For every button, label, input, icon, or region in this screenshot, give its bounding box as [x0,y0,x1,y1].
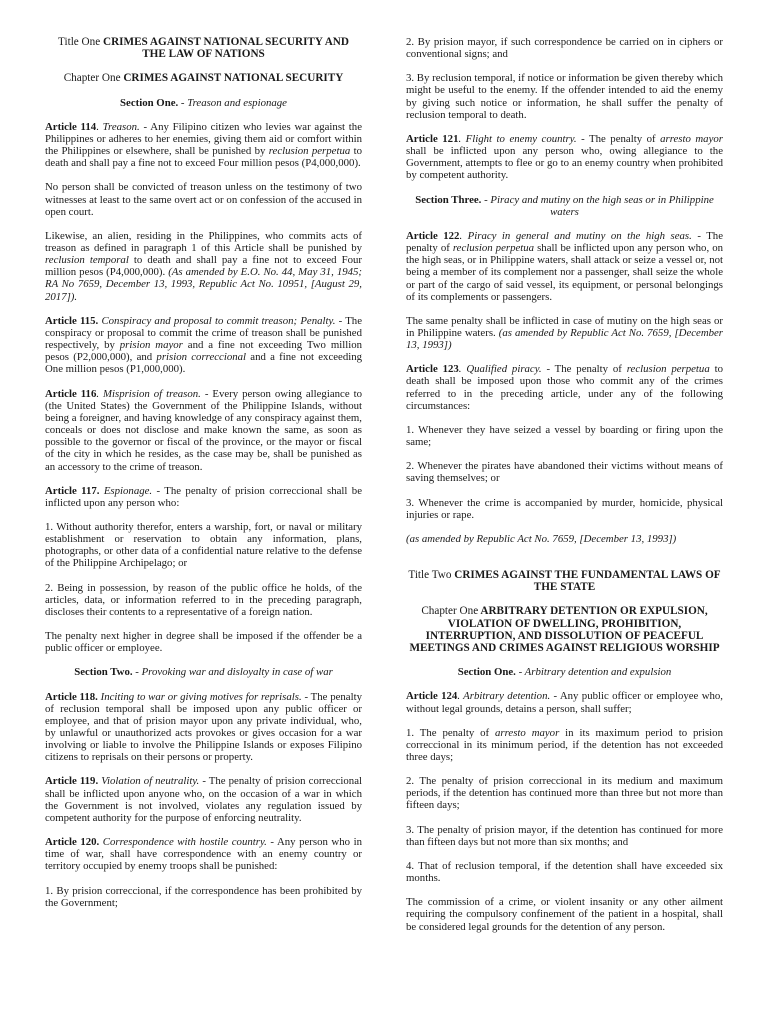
article-124-item-1: 1. The penalty of arresto mayor in its maximum period to prision correccional in its minimum period, if the detention has not exceeded three days; [406,726,723,763]
article-124-paragraph-5: The commission of a crime, or violent insanity or any other ailment requiring the compulsory confinement of the patient in a hospital, shall be considered legal grounds for the detention of any person. [406,896,723,933]
title-two-heading: Title Two CRIMES AGAINST THE FUNDAMENTAL LAWS OF THE STATE [408,569,721,594]
article-114: Article 114. Treason. - Any Filipino citizen who levies war against the Philippines or adheres to her enemies, giving them aid or comfort within the Philippines or elsewhere, shall be punished by reclusion perpetua to death and shall pay a fine not to exceed Four million pesos (P4,000,000). [45,120,362,170]
article-122-paragraph-2: The same penalty shall be inflicted in case of mutiny on the high seas or in Philippine waters. (as amended by Republic Act No. 7659, [December 13, 1993]) [406,314,724,352]
chapter-one-heading-title-two: Chapter One ARBITRARY DETENTION OR EXPULSION, VIOLATION OF DWELLING, PROHIBITION, INTERRUPTION, AND DISSOLUTION OF PEACEFUL MEETINGS AND CRIMES AGAINST RELIGIOUS WORSHIP [409,605,720,655]
article-117-paragraph-3: The penalty next higher in degree shall be imposed if the offender be a public officer or employee. [45,630,362,655]
article-123-item-1: 1. Whenever they have seized a vessel by boarding or firing upon the same; [406,423,723,449]
spacer [406,557,723,569]
article-122: Article 122. Piracy in general and mutiny on the high seas. - The penalty of reclusion perpetua shall be inflicted upon any person who, on the high seas, or in Philippine waters, shall attack or seize a vessel or, not being a member of its complement nor a passenger, shall seize the whole or part of the cargo of said vessel, its equipment, or personal belongings of its complements or passengers. [406,229,723,303]
article-124-item-4: 4. That of reclusion temporal, if the detention shall have exceeded six months. [406,859,723,885]
article-124-item-2: 2. The penalty of prision correccional in its medium and maximum periods, if the detention has continued more than three but not more than fifteen days; [406,775,723,812]
article-121: Article 121. Flight to enemy country. - The penalty of arresto mayor shall be inflicted upon any person who, owing allegiance to the Government, attempts to flee or go to an enemy country when prohibited by competent authority. [406,132,723,182]
chapter-one-heading: Chapter One CRIMES AGAINST NATIONAL SECURITY [63,72,344,85]
article-120-item-3: 3. By reclusion temporal, if notice or information be given thereby which might be useful to the enemy. If the offender intended to aid the enemy by giving such notice or information, he shall suffer the penalty of reclusion temporal to death. [406,72,723,121]
article-114-paragraph-2: No person shall be convicted of treason unless on the testimony of two witnesses at least to the same overt act or on confession of the accused in open court. [45,181,362,218]
article-123: Article 123. Qualified piracy. - The penalty of reclusion perpetua to death shall be imposed upon those who commit any of the crimes referred to in the preceding article, under any of the following circumstances: [406,363,723,412]
section-two-heading: Section Two. - Provoking war and disloyalty in case of war [74,666,333,679]
article-123-item-2: 2. Whenever the pirates have abandoned their victims without means of saving themselves; or [406,460,723,485]
left-column [45,36,362,921]
article-117: Article 117. Espionage. - The penalty of prision correccional shall be inflicted upon any person who: [45,484,362,509]
article-117-item-1: 1. Without authority therefor, enters a warship, fort, or naval or military establishment or reservation to obtain any information, plans, photographs, or other data of a confidential nature relative to the defense of the Philippine Archipelago; or [45,520,362,570]
article-120-item-2: 2. By prision mayor, if such correspondence be carried on in ciphers or conventional signs; and [406,36,723,61]
section-one-heading: Section One. - Treason and espionage [120,96,287,109]
article-120: Article 120. Correspondence with hostile country. - Any person who in time of war, shall have correspondence with an enemy country or territory occupied by enemy troops shall be punished: [45,836,362,873]
article-116: Article 116. Misprision of treason. - Every person owing allegiance to (the United States) the Government of the Philippine Islands, without being a foreigner, and having knowledge of any conspiracy against them, conceals or does not disclose and make known the same, as soon as possible to the governor or fiscal of the province, or the mayor or fiscal of the city in which he resides, as the case may be, shall be punished as an accessory to the crime of treason. [45,387,362,473]
article-119: Article 119. Violation of neutrality. - The penalty of prision correccional shall be inflicted upon anyone who, on the occasion of a war in which the Government is not involved, violates any regulation issued by competent authority for the purpose of enforcing neutrality. [45,775,362,824]
title-one-heading: Title One CRIMES AGAINST NATIONAL SECURITY AND THE LAW OF NATIONS [58,36,349,61]
article-123-amendment-note: (as amended by Republic Act No. 7659, [December 13, 1993]) [406,532,677,545]
article-124-item-3: 3. The penalty of prision mayor, if the detention has continued for more than fifteen days but not more than six months; and [406,823,723,848]
article-120-item-1: 1. By prision correccional, if the correspondence has been prohibited by the Government; [45,884,362,909]
article-118: Article 118. Inciting to war or giving motives for reprisals. - The penalty of reclusion temporal shall be imposed upon any public officer or employee, and that of prision mayor upon any private individual, who, by unlawful or unauthorized acts provokes or gives occasion for a war involving or liable to involve the Philippine Islands or exposes Filipino citizens to reprisals on their persons or property. [45,690,362,764]
article-115: Article 115. Conspiracy and proposal to commit treason; Penalty. - The conspiracy or proposal to commit the crime of treason shall be punished respectively, by prision mayor and a fine not exceeding Two million pesos (P2,000,000), and prision correccional and a fine not exceeding One million pesos (P1,000,000). [45,314,363,376]
section-one-heading-title-two: Section One. - Arbitrary detention and expulsion [457,666,672,679]
article-114-paragraph-3: Likewise, an alien, residing in the Philippines, who commits acts of treason as defined in paragraph 1 of this Article shall be punished by reclusion temporal to death and shall pay a fine not to exceed Four million pesos (P4,000,000). (As amended by E.O. No. 44, May 31, 1945; RA No 7659, December 13, 1993, Republic Act No. 10951, [August 29, 2017]). [45,229,363,303]
right-column [406,36,723,945]
article-117-item-2: 2. Being in possession, by reason of the public office he holds, of the articles, data, or information referred to in the preceding paragraph, discloses their contents to a representative of a foreign nation. [45,581,362,618]
section-three-heading: Section Three. - Piracy and mutiny on the high seas or in Philippine waters [415,193,714,218]
article-124: Article 124. Arbitrary detention. - Any public officer or employee who, without legal grounds, detains a person, shall suffer; [406,690,723,715]
article-123-item-3: 3. Whenever the crime is accompanied by murder, homicide, physical injuries or rape. [406,496,723,521]
